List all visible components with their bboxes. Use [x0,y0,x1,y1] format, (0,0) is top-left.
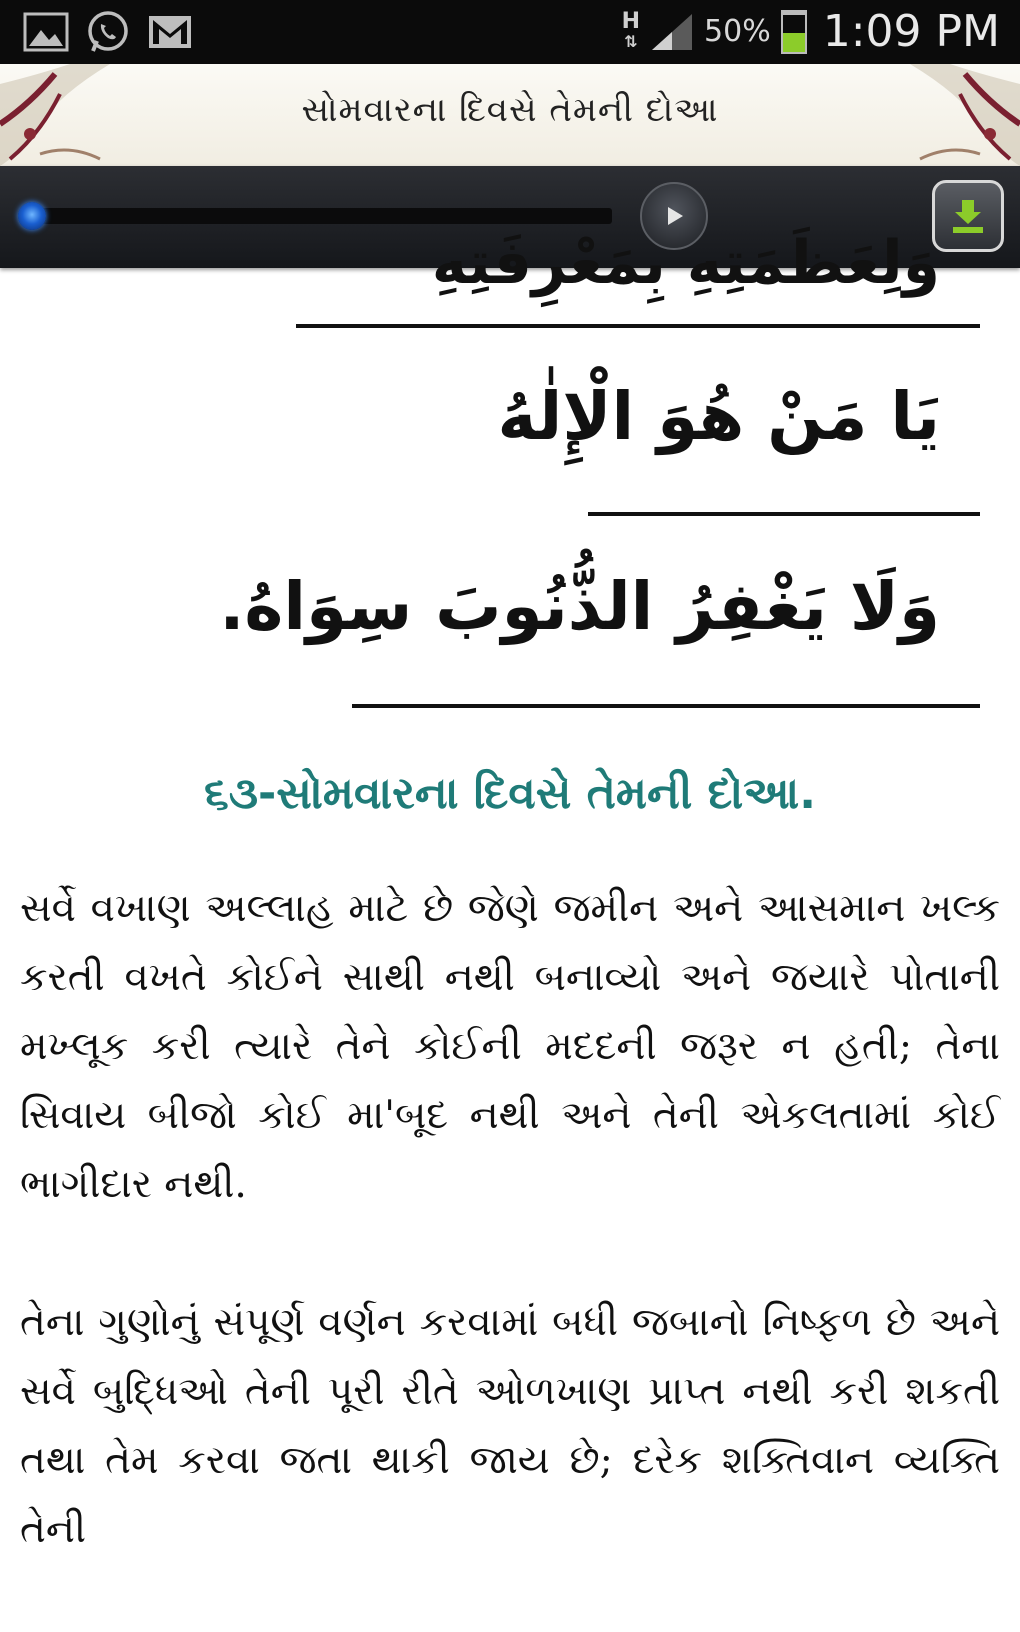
seek-handle[interactable] [18,202,46,230]
play-icon [661,203,687,229]
section-heading: ૬૩-સોમવારના દિવસે તેમની દોઆ. [204,768,816,819]
battery-icon [781,10,807,54]
divider [588,512,980,516]
network-indicator: H ⇅ [621,8,641,51]
signal-icon [650,12,694,52]
gallery-icon [22,10,70,54]
notification-icons [22,10,194,54]
network-type: H [621,8,641,34]
whatsapp-icon [84,10,132,54]
gmail-icon [146,10,194,54]
arabic-text-partial: وَلِعَظَمَتِهِ بِمَعْرِفَتِهِ [431,228,940,298]
ornament-right [910,64,1020,166]
paragraph: તેના ગુણોનું સંપૂર્ણ વર્ણન કરવામાં બધી જબાનો નિષ્ફળ છે અને સર્વે બુદ્ધિઓ તેની પૂરી રીતે ઓળખાણ પ્રાપ્ત નથી કરી શકતી તથા તેમ કરવા જતા થાકી જાય છે; દરેક શક્તિવાન વ્યક્તિ તેની [20,1300,1000,1552]
download-icon [948,196,988,236]
arabic-text-line: وَلَا يَغْفِرُ الذُّنُوبَ سِوَاهُ. [219,568,940,645]
content-area [0,228,1020,1632]
divider [296,324,980,328]
system-indicators [622,6,1000,57]
paragraph: સર્વે વખાણ અલ્લાહ માટે છે જેણે જમીન અને આસમાન ખલ્ક કરતી વખતે કોઈને સાથી નથી બનાવ્યો અને જયારે પોતાની મખ્લૂક કરી ત્યારે તેને કોઈની મદદની જરૂર ન હતી; તેના સિવાય બીજો કોઈ મા'બૂદ નથી અને તેની એકલતામાં કોઈ ભાગીદાર નથી. [20,886,1000,1207]
clock: 1:09 PM [822,6,1000,57]
divider [352,704,980,708]
title-header [0,64,1020,166]
seek-bar[interactable] [30,208,612,224]
battery-percent: 50% [704,14,771,49]
page-title: સોમવારના દિવસે તેમની દોઆ [301,90,719,130]
status-bar [0,0,1020,64]
download-button[interactable] [932,180,1004,252]
arabic-text-line: يَا مَنْ هُوَ الْإِلٰهُ [497,378,940,455]
